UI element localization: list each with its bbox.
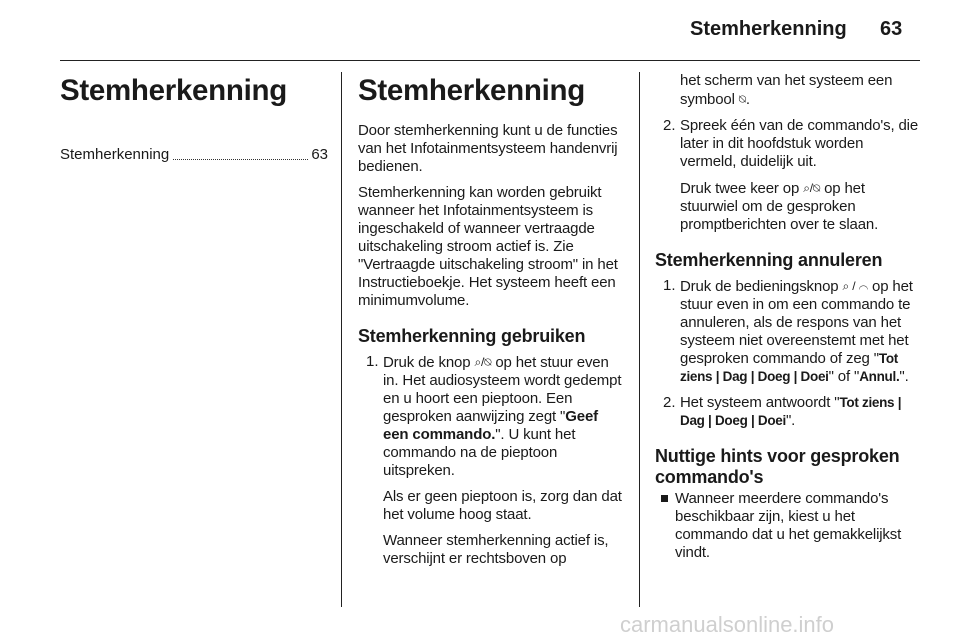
column-divider-2 (639, 72, 640, 607)
intro-paragraph-2: Stemherkenning kan worden gebruikt wanneer het Infotainmentsysteem is ingeschakeld of wanneer vertraagde uitschakeling stroom actief is. Zie "Vertraagde uitschakeling stroom" in het Instructieboekje. Het systeem heeft een minimumvolume. (358, 184, 618, 309)
step-number: 1. (366, 353, 379, 370)
toc-leader (173, 146, 308, 160)
step-continued-text: het scherm van het systeem een symbool ⍉. (680, 72, 893, 108)
bullet-square-icon (661, 495, 668, 502)
subheading-cancel: Stemherkenning annuleren (655, 250, 883, 270)
column-contents (60, 72, 328, 164)
use-steps-list (358, 353, 623, 568)
step-note-2: Wanneer stemherkenning actief is, verschijnt er rechtsboven op (383, 532, 609, 567)
use-step-1 (358, 353, 623, 568)
subheading-use: Stemherkenning gebruiken (358, 326, 586, 346)
step-number: 1. (663, 277, 676, 294)
hint-item (655, 490, 923, 562)
contents-heading: Stemherkenning (60, 74, 287, 107)
step-text: Spreek één van de commando's, die later in dit hoofdstuk worden vermeld, duidelijk uit. (680, 117, 919, 170)
running-header-title: Stemherkenning (690, 18, 847, 40)
column-continued (655, 72, 923, 562)
use-step-2 (655, 117, 923, 234)
column-main (358, 72, 623, 568)
step-number: 2. (663, 394, 676, 411)
mute-end-call-icon: ⌕ / ⌒ (842, 279, 868, 293)
toc-entry[interactable] (60, 146, 328, 164)
watermark: carmanualsonline.info (620, 612, 835, 637)
step-text: Druk de bedieningsknop ⌕ / ⌒ op het stuur even in om een commando te annuleren, als de respons van het systeem niet overeenstemt met het gesproken commando of zeg "Tot ziens | Dag | Doeg | Doei" of "Annul.". (680, 278, 913, 385)
step-number: 2. (663, 117, 676, 134)
step-note-1: Als er geen pieptoon is, zorg dan dat het volume hoog staat. (383, 488, 622, 523)
column-divider-1 (341, 72, 342, 607)
cancel-step-1 (655, 277, 923, 386)
toc-entry-label: Stemherkenning (60, 146, 170, 163)
step-note: Druk twee keer op ⌕/⍉ op het stuurwiel om de gesproken promptberichten over te slaan. (680, 180, 879, 233)
hints-list (655, 490, 923, 562)
voice-symbol-icon: ⍉ (738, 92, 746, 106)
voice-button-icon: ⌕/⍉ (803, 181, 821, 195)
intro-paragraph-1: Door stemherkenning kunt u de functies van het Infotainmentsysteem handenvrij bedienen. (358, 122, 618, 175)
voice-button-icon: ⌕/⍉ (474, 355, 492, 369)
hint-text: Wanneer meerdere commando's beschikbaar zijn, kiest u het commando dat u het gemakkelijkst vindt. (675, 490, 902, 561)
step-text: Druk de knop ⌕/⍉ op het stuur even in. Het audiosysteem wordt gedempt en u hoort een pieptoon. Een gesproken aanwijzing zegt "Geef een commando.". U kunt het commando na de pieptoon uitspreken. (383, 354, 622, 479)
section-heading: Stemherkenning (358, 74, 585, 107)
subheading-hints: Nuttige hints voor gesproken commando's (655, 446, 900, 487)
use-steps-continued (655, 72, 923, 234)
step-text: Het systeem antwoordt "Tot ziens | Dag | Doeg | Doei". (680, 394, 902, 429)
header-rule (60, 60, 920, 61)
cancel-step-2 (655, 394, 923, 430)
use-step-1-continued (655, 72, 923, 109)
page-number: 63 (880, 18, 903, 40)
cancel-steps-list (655, 277, 923, 430)
toc-entry-page: 63 (311, 146, 328, 163)
